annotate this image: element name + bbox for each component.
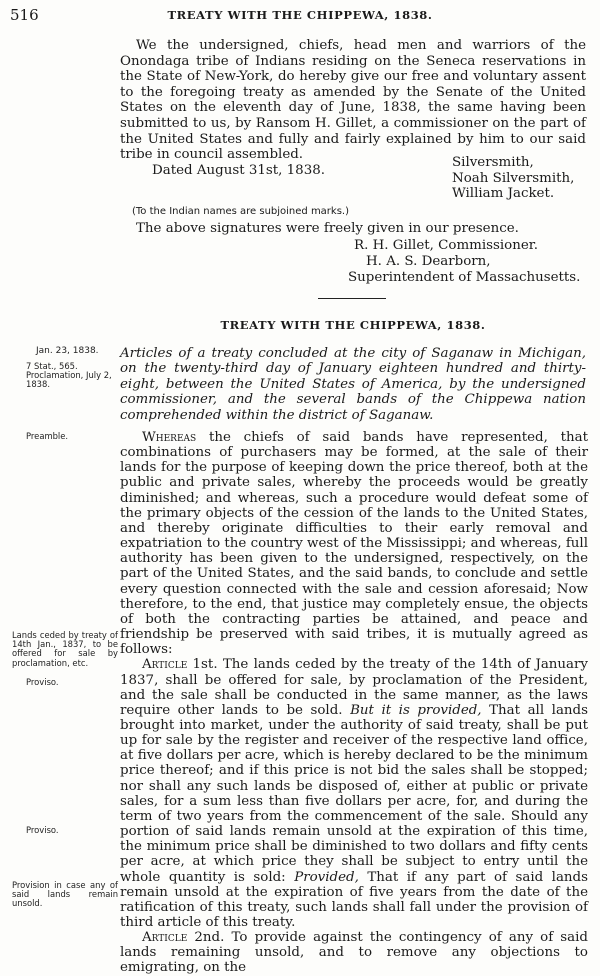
signer: William Jacket.	[452, 186, 555, 202]
section-title: TREATY WITH THE CHIPPEWA, 1838.	[220, 318, 486, 332]
margin-note-provision-case: Provision in case any of said lands remain unsold.	[12, 880, 118, 909]
witness-statement: The above signatures were freely given in our presence.	[136, 221, 519, 236]
witness-line: R. H. Gillet, Commissioner.	[354, 238, 538, 253]
intro-text: Articles of a treaty concluded at the city of Saganaw in Michigan, on the twenty-third day of January eighteen hundred and thirty-eight, between the United States of America, by the undersigned commissioner, and the several bands of the Chippewa nation comprehended within the district of Saganaw.	[120, 346, 586, 423]
witness-line: Superintendent of Massachusetts.	[348, 270, 581, 285]
margin-note-date: Jan. 23, 1838.	[36, 346, 99, 356]
treaty-body	[120, 430, 588, 976]
article-1-proviso-a: But it is provided,	[350, 702, 482, 718]
assent-signers	[452, 155, 574, 202]
treaty-intro	[120, 346, 586, 423]
margin-note-proviso: Proviso.	[26, 677, 59, 687]
article-1-num: 1st.	[187, 657, 218, 673]
assent-paragraph: We the undersigned, chiefs, head men and warriors of the Onondaga tribe of Indians residing on the Seneca reservations in the State of New-York, do hereby give our free and voluntary assent to the foregoing treaty as amended by the Senate of the United States on the eleventh day of June, 1838, the same having been submitted to us, by Ransom H. Gillet, a commissioner on the part of the United States and fully and fairly explained by him to our said tribe in council assembled.	[120, 38, 586, 163]
signer: Silversmith,	[452, 155, 534, 170]
article-1-text-c: That if any part of said lands remain unsold at the expiration of five years from the date of the ratification of this treaty, such lands shall fall under the provision of third article of this treaty.	[120, 869, 589, 930]
article-2-text: To provide against the contingency of any of said lands remaining unsold, and to remove any objections to emigrating, on the	[120, 930, 588, 976]
signer: Noah Silversmith,	[452, 170, 575, 186]
margin-note-proviso: Proviso.	[26, 825, 59, 835]
witness-line: H. A. S. Dearborn,	[366, 254, 491, 269]
margin-note-statute: 7 Stat., 565. Proclamation, July 2, 1838.	[26, 361, 112, 390]
article-1-text-b: That all lands brought into market, under the authority of said treaty, shall be put up for sale by the register and receiver of the respective land office, at five dollars per acre, which is hereby declared to be the minimum price thereof; and if this price is not bid the sales shall be stopped; nor shall any such lands be disposed of, either at public or private sales, for a sum less than five dollars per acre, for, and during the term of two years from the commencement of the sale. Should any portion of said lands remain unsold at the expiration of this time, the minimum price shall be diminished to two dollars and fifty cents per acre, at which price they shall be subject to entry until the whole quantity is sold:	[120, 702, 588, 885]
article-1-proviso-b: Provided,	[294, 869, 359, 885]
page-number: 516	[10, 6, 39, 24]
article-2-paragraph	[120, 930, 588, 975]
article-1-lead: Article	[142, 657, 188, 673]
preamble-text: the chiefs of said bands have represented, that combinations of purchasers may be formed, at the sale of their lands for the purpose of keeping down the price thereof, both at the public and private sales, whereby the proceeds would be greatly diminished; and whereas, such a procedure would defeat some of the primary objects of the cession of the lands to the United States, and thereby originate difficulties to their early removal and expatriation to the country west of the Mississippi; and whereas, full authority has been given to the undersigned, respectively, on the part of the United States, and the said bands, to conclude and settle every question connected with the sale and cession aforesaid; Now therefore, to the end, that justice may completely ensue, the objects of both the contracting parties be attained, and peace and friendship be preserved with said tribes, it is mutually agreed as follows:	[120, 430, 588, 658]
margin-note-preamble: Preamble.	[26, 431, 69, 441]
page-header	[10, 6, 590, 26]
assent-date: Dated August 31st, 1838.	[152, 162, 325, 178]
margin-note-lands-ceded: Lands ceded by treaty of 14th Jan., 1837, to be offered for sale by proclamation, etc.	[12, 630, 118, 668]
indian-names-note: (To the Indian names are subjoined marks.)	[132, 206, 350, 217]
preamble-lead: Whereas	[142, 430, 197, 445]
running-title: TREATY WITH THE CHIPPEWA, 1838.	[167, 8, 433, 22]
article-1-text-a: The lands ceded by the treaty of the 14th of January 1837, shall be offered for sale, by proclamation of the President, and the sale shall be conducted in the same manner, as the laws require other lands to be sold.	[120, 657, 588, 718]
section-divider	[318, 298, 386, 299]
article-2-num: 2nd.	[187, 930, 225, 946]
article-1-paragraph	[120, 657, 588, 930]
article-2-lead: Article	[142, 930, 188, 946]
preamble-paragraph	[120, 430, 588, 657]
